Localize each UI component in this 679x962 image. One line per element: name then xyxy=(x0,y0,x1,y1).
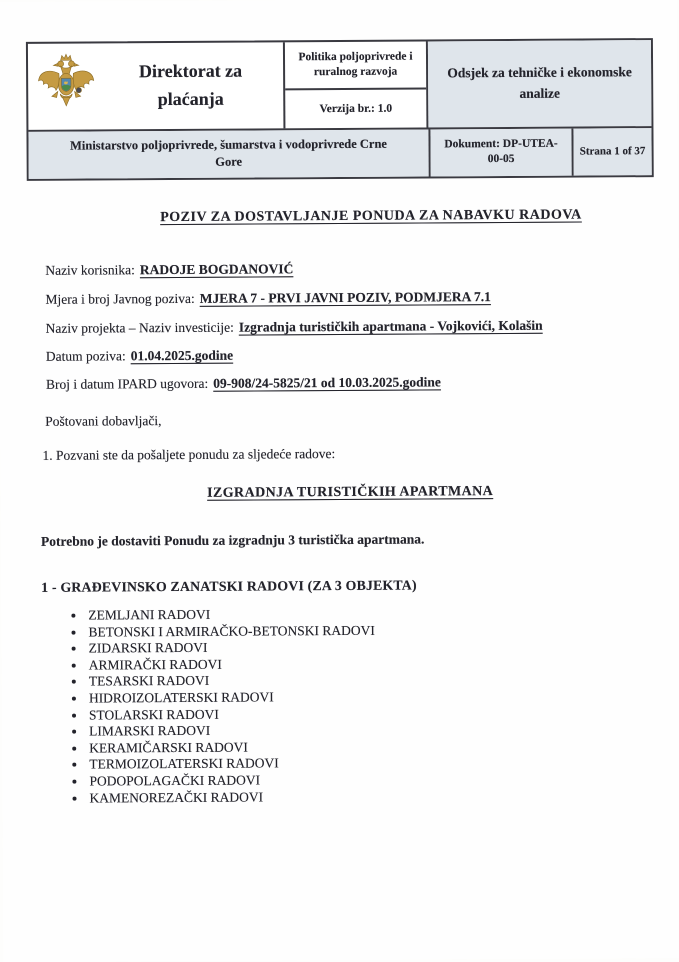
page-indicator-cell: Strana 1 of 37 xyxy=(573,128,651,176)
work-item: • BETONSKI I ARMIRAČKO-BETONSKI RADOVI xyxy=(86,622,374,640)
field-label: Naziv projekta – Naziv investicije: xyxy=(45,319,234,336)
field-label: Datum poziva: xyxy=(45,348,126,364)
montenegro-coat-of-arms-icon xyxy=(34,52,98,120)
work-item: • KERAMIČARSKI RADOVI xyxy=(87,739,375,757)
ministry-cell: Ministarstvo poljoprivrede, šumarstva i vodoprivrede Crne Gore xyxy=(28,129,430,179)
work-item: • STOLARSKI RADOVI xyxy=(87,705,375,723)
field-value: RADOJE BOGDANOVIĆ xyxy=(139,261,294,278)
field-value: MJERA 7 - PRVI JAVNI POZIV, PODMJERA 7.1 xyxy=(199,289,491,306)
requirement-line: Potrebno je dostaviti Ponudu za izgradnju 3 turistička apartmana. xyxy=(40,531,425,549)
field-label: Broj i datum IPARD ugovora: xyxy=(45,375,209,392)
field-measure xyxy=(45,289,490,308)
work-item: • HIDROIZOLATERSKI RADOVI xyxy=(87,689,375,707)
salutation: Poštovani dobavljači, xyxy=(45,413,162,429)
work-item: • ARMIRAČKI RADOVI xyxy=(87,656,375,674)
field-value: 01.04.2025.godine xyxy=(130,347,234,364)
field-project-name xyxy=(46,318,543,337)
works-list xyxy=(1,606,376,807)
work-item: • KAMENOREZAČKI RADOVI xyxy=(87,788,375,806)
version-label: Verzija br.: 1.0 xyxy=(319,102,393,115)
work-item: • LIMARSKI RADOVI xyxy=(87,722,375,740)
field-beneficiary xyxy=(45,261,293,279)
field-label: Mjera i broj Javnog poziva: xyxy=(45,290,195,307)
directorate-title: Direktorat za plaćanja xyxy=(138,60,243,109)
header-row-1 xyxy=(28,40,652,130)
document-title: POZIV ZA DOSTAVLJANJE PONUDA ZA NABAVKU RADOVA xyxy=(160,207,582,226)
section-heading-works: 1 - GRAĐEVINSKO ZANATSKI RADOVI (ZA 3 OBJEKTA) xyxy=(41,577,417,595)
work-item: • TESARSKI RADOVI xyxy=(87,672,375,690)
document-header-table xyxy=(26,38,654,181)
department-cell: Odsjek za tehničke i ekonomske analize xyxy=(428,40,652,127)
work-item: • TERMOIZOLATERSKI RADOVI xyxy=(87,755,375,773)
field-value: 09-908/24-5825/21 od 10.03.2025.godine xyxy=(213,374,441,391)
document-code-cell: Dokument: DP-UTEA-00-05 xyxy=(430,128,573,176)
field-ipard-contract xyxy=(46,374,441,392)
field-label: Naziv korisnika: xyxy=(45,262,135,278)
field-value: Izgradnja turističkih apartmana - Vojkovići, Kolašin xyxy=(238,317,543,335)
numbered-item-1: 1. Pozvani ste da pošaljete ponudu za sljedeće radove: xyxy=(42,446,336,463)
policy-label: Politika poljoprivrede i ruralnog razvoja xyxy=(285,41,426,90)
directorate-cell xyxy=(28,42,286,129)
policy-version-cell xyxy=(285,41,429,128)
header-row-2 xyxy=(28,126,651,179)
subject-title: IZGRADNJA TURISTIČKIH APARTMANA xyxy=(207,484,494,501)
field-call-date xyxy=(46,348,233,365)
work-item: • PODOPOLAGAČKI RADOVI xyxy=(87,772,375,790)
work-item: • ZIDARSKI RADOVI xyxy=(87,639,375,657)
work-item: • ZEMLJANI RADOVI xyxy=(86,606,374,624)
